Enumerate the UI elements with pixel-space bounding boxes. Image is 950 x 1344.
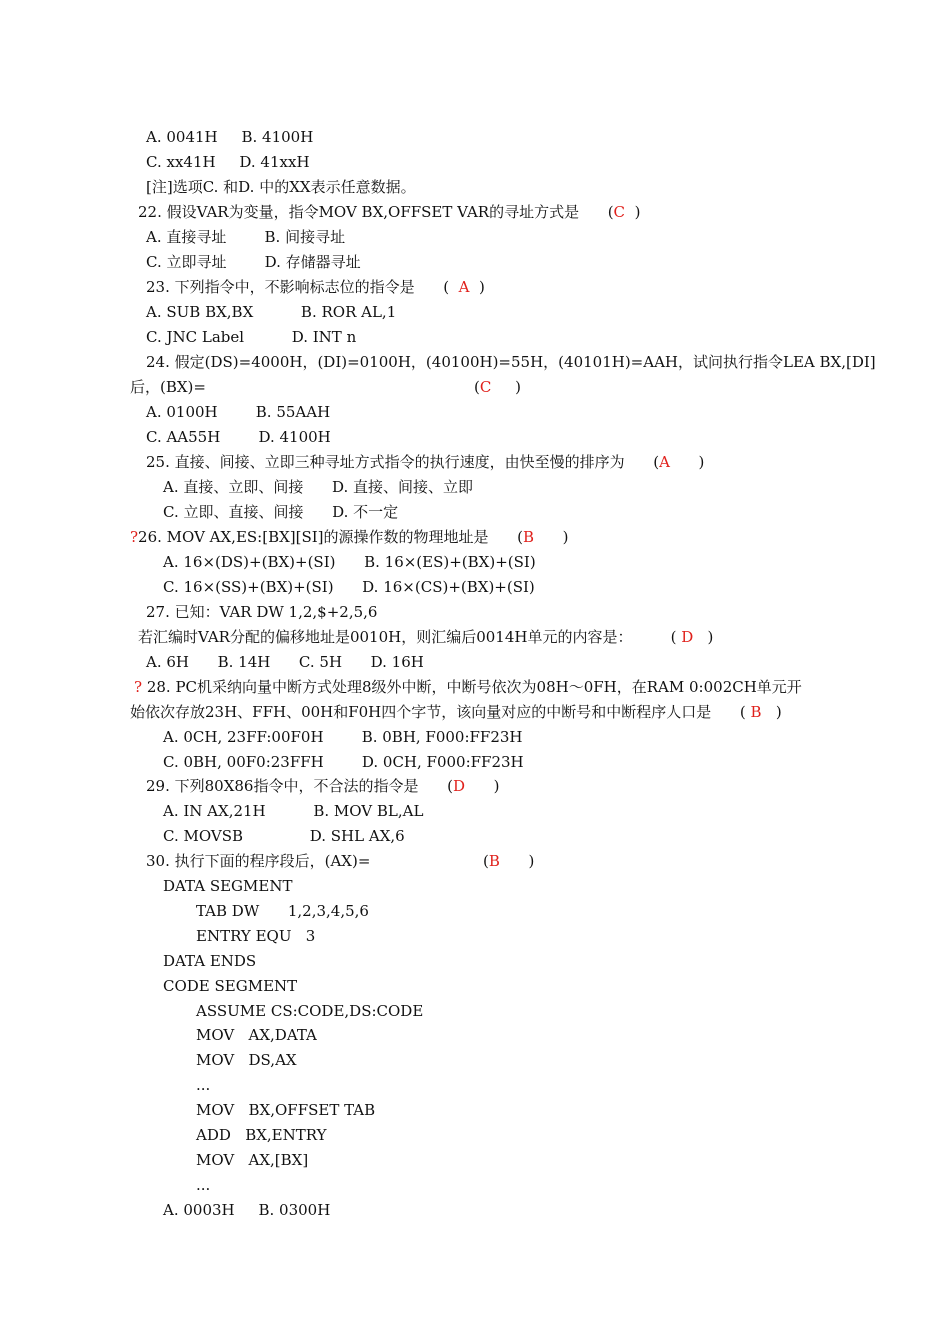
q26-question-mark: ? <box>130 528 139 546</box>
q28-text-line2: 始依次存放23H、FFH、00H和F0H四个字节，该向量对应的中断号和中断程序人口是 ( <box>130 703 751 721</box>
code-line: MOV AX,[BX] <box>196 1151 309 1169</box>
q28-text-line1: 28. PC机采纳向量中断方式处理8级外中断，中断号依次为08H～0FH，在RAM 0:002CH单元开 <box>142 678 802 696</box>
q27-stem-line1: 27. 已知：VAR DW 1,2,$+2,5,6 <box>146 603 378 621</box>
q22-options-ab: A. 直接寻址 B. 间接寻址 <box>146 228 346 246</box>
q27-text: 若汇编时VAR分配的偏移地址是0010H，则汇编后0014H单元的内容是： ( <box>138 628 682 646</box>
q28-paren-close: ) <box>761 703 782 721</box>
q26-answer: B <box>523 528 535 546</box>
code-line: CODE SEGMENT <box>163 977 298 995</box>
code-line: ADD BX,ENTRY <box>196 1126 327 1144</box>
q22-answer: C <box>613 203 626 221</box>
q25-answer: A <box>659 453 670 471</box>
q22-stem <box>138 202 640 222</box>
q26-options-cd: C. 16×(SS)+(BX)+(SI) D. 16×(CS)+(BX)+(SI) <box>163 578 535 596</box>
q26-text: 26. MOV AX,ES:[BX][SI]的源操作数的物理地址是 ( <box>138 528 523 546</box>
q24-paren-close: ) <box>491 378 522 396</box>
q23-options-ab: A. SUB BX,BX B. ROR AL,1 <box>146 303 397 321</box>
q23-stem <box>146 277 485 297</box>
q30-paren-close: ) <box>499 852 535 870</box>
q24-paren-open: ( <box>474 378 480 396</box>
code-line: ASSUME CS:CODE,DS:CODE <box>196 1002 424 1020</box>
q22-options-cd: C. 立即寻址 D. 存储器寻址 <box>146 253 361 271</box>
code-line: TAB DW 1,2,3,4,5,6 <box>196 902 369 920</box>
code-line: ENTRY EQU 3 <box>196 927 316 945</box>
q21-note: [注]选项C. 和D. 中的XX表示任意数据。 <box>146 178 416 196</box>
code-line: MOV DS,AX <box>196 1051 297 1069</box>
code-line: ... <box>196 1176 211 1194</box>
code-line: DATA SEGMENT <box>163 877 293 895</box>
q27-paren-close: ) <box>693 628 714 646</box>
q24-stem-line1: 24. 假定(DS)=4000H，(DI)=0100H，(40100H)=55H，(40101H)=AAH，试问执行指令LEA BX,[DI] <box>146 353 876 371</box>
q24-text: 后，(BX)= <box>130 378 206 396</box>
code-line: DATA ENDS <box>163 952 257 970</box>
q27-options: A. 6H B. 14H C. 5H D. 16H <box>146 653 424 671</box>
q30-stem <box>146 851 370 871</box>
q22-paren-close: ) <box>625 203 641 221</box>
q29-answer: D <box>452 777 465 795</box>
q24-options-cd: C. AA55H D. 4100H <box>146 428 331 446</box>
q25-stem <box>146 452 704 472</box>
q30-answer-paren <box>483 851 534 871</box>
q26-paren-close: ) <box>534 528 569 546</box>
q23-answer: A <box>458 278 470 296</box>
q23-paren-close: ) <box>469 278 485 296</box>
q28-options-cd: C. 0BH, 00F0:23FFH D. 0CH, F000:FF23H <box>163 753 524 771</box>
q28-options-ab: A. 0CH, 23FF:00F0H B. 0BH, F000:FF23H <box>163 728 523 746</box>
q30-options-ab: A. 0003H B. 0300H <box>163 1201 331 1219</box>
q29-text: 29. 下列80X86指令中，不合法的指令是 ( <box>146 777 453 795</box>
q24-options-ab: A. 0100H B. 55AAH <box>146 403 331 421</box>
q24-answer: C <box>479 378 492 396</box>
q30-paren-open: ( <box>483 852 489 870</box>
q28-stem-line2 <box>130 702 782 722</box>
code-line: MOV AX,DATA <box>196 1026 317 1044</box>
q24-stem-line2 <box>130 377 206 397</box>
code-line: ... <box>196 1076 211 1094</box>
q21-options-ab: A. 0041H B. 4100H <box>146 128 314 146</box>
q27-answer: D <box>681 628 694 646</box>
q28-question-mark: ? <box>134 678 143 696</box>
q25-paren-close: ) <box>669 453 705 471</box>
q28-answer: B <box>750 703 762 721</box>
q28-stem-line1 <box>134 677 802 697</box>
q25-options-cd: C. 立即、直接、间接 D. 不一定 <box>163 503 399 521</box>
q29-options-cd: C. MOVSB D. SHL AX,6 <box>163 827 405 845</box>
q25-text: 25. 直接、间接、立即三种寻址方式指令的执行速度，由快至慢的排序为 ( <box>146 453 660 471</box>
q30-text: 30. 执行下面的程序段后，(AX)= <box>146 852 371 870</box>
q22-text: 22. 假设VAR为变量，指令MOV BX,OFFSET VAR的寻址方式是 ( <box>138 203 614 221</box>
q26-options-ab: A. 16×(DS)+(BX)+(SI) B. 16×(ES)+(BX)+(SI) <box>163 553 536 571</box>
q21-options-cd: C. xx41H D. 41xxH <box>146 153 310 171</box>
q30-answer: B <box>488 852 500 870</box>
q25-options-ad: A. 直接、立即、间接 D. 直接、间接、立即 <box>163 478 474 496</box>
q26-stem <box>130 527 569 547</box>
q29-paren-close: ) <box>464 777 500 795</box>
q27-stem-line2 <box>138 627 713 647</box>
q29-options-ab: A. IN AX,21H B. MOV BL,AL <box>163 802 424 820</box>
q23-options-cd: C. JNC Label D. INT n <box>146 328 357 346</box>
q23-text: 23. 下列指令中，不影响标志位的指令是 ( <box>146 278 459 296</box>
q24-answer-paren <box>474 377 521 397</box>
code-line: MOV BX,OFFSET TAB <box>196 1101 376 1119</box>
q29-stem <box>146 776 499 796</box>
